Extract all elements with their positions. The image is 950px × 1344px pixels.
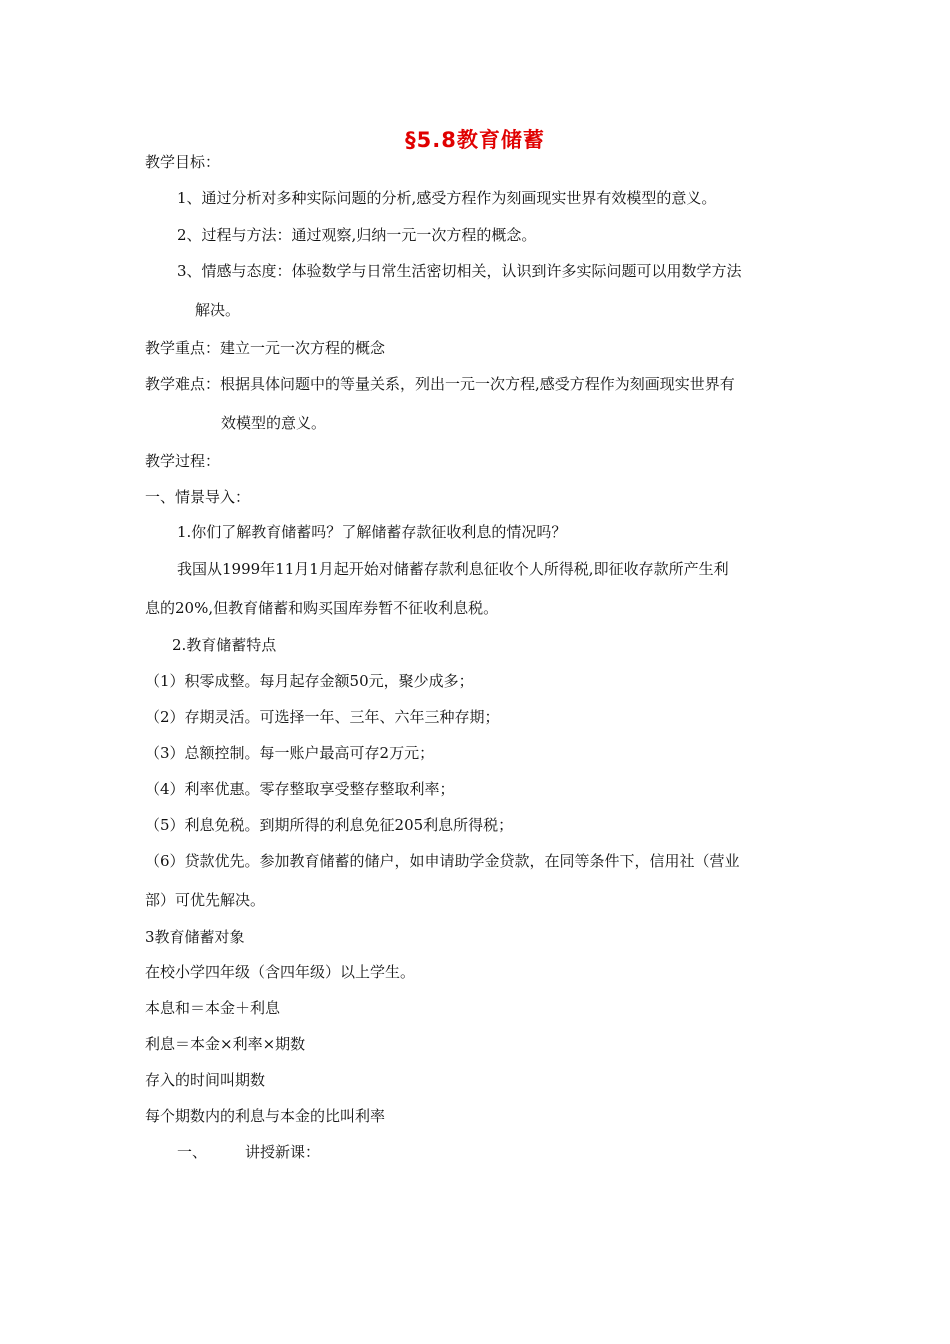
difficulty-cont: 效模型的意义。 — [221, 414, 327, 432]
definition-rate: 每个期数内的利息与本金的比叫利率 — [145, 1107, 386, 1125]
goal-item-1: 1、通过分析对多种实际问题的分析,感受方程作为刻画现实世界有效模型的意义。 — [177, 189, 717, 207]
feature-item-3: （3）总额控制。每一账户最高可存2万元； — [145, 744, 435, 762]
formula-total: 本息和＝本金＋利息 — [145, 999, 281, 1017]
goal-item-2: 2、过程与方法：通过观察,归纳一元一次方程的概念。 — [177, 226, 537, 244]
goal-item-3: 3、情感与态度：体验数学与日常生活密切相关，认识到许多实际问题可以用数学方法 — [177, 262, 742, 280]
target-group: 在校小学四年级（含四年级）以上学生。 — [145, 963, 416, 981]
paragraph-1-cont: 息的20%,但教育储蓄和购买国库券暂不征收利息税。 — [145, 599, 499, 617]
goal-item-3-cont: 解决。 — [195, 301, 241, 319]
feature-item-1: （1）积零成整。每月起存金额50元，聚少成多； — [145, 672, 474, 690]
question-1: 1.你们了解教育储蓄吗？了解储蓄存款征收利息的情况吗？ — [177, 523, 567, 541]
difficulty: 教学难点：根据具体问题中的等量关系，列出一元一次方程,感受方程作为刻画现实世界有 — [145, 375, 735, 393]
feature-item-4: （4）利率优惠。零存整取享受整存整取利率； — [145, 780, 455, 798]
feature-item-5: （5）利息免税。到期所得的利息免征205利息所得税； — [145, 816, 514, 834]
key-point: 教学重点：建立一元一次方程的概念 — [145, 339, 386, 357]
section-heading-1: 一、情景导入： — [145, 488, 251, 506]
question-3: 3教育储蓄对象 — [145, 928, 245, 946]
feature-item-6: （6）贷款优先。参加教育储蓄的储户，如申请助学金贷款，在同等条件下，信用社（营业 — [145, 852, 740, 870]
feature-item-6-cont: 部）可优先解决。 — [145, 891, 266, 909]
paragraph-1: 我国从1999年11月1月起开始对储蓄存款利息征收个人所得税,即征收存款所产生利 — [177, 560, 729, 578]
question-2: 2.教育储蓄特点 — [172, 636, 277, 654]
section-heading-2-label: 讲授新课： — [245, 1143, 321, 1161]
section-heading-2-number: 一、 — [177, 1143, 208, 1161]
formula-interest: 利息＝本金×利率×期数 — [145, 1035, 306, 1053]
page-title: §5.8教育储蓄 — [405, 128, 545, 152]
process-heading: 教学过程： — [145, 452, 221, 470]
definition-period: 存入的时间叫期数 — [145, 1071, 266, 1089]
feature-item-2: （2）存期灵活。可选择一年、三年、六年三种存期； — [145, 708, 500, 726]
goals-heading: 教学目标： — [145, 153, 221, 171]
